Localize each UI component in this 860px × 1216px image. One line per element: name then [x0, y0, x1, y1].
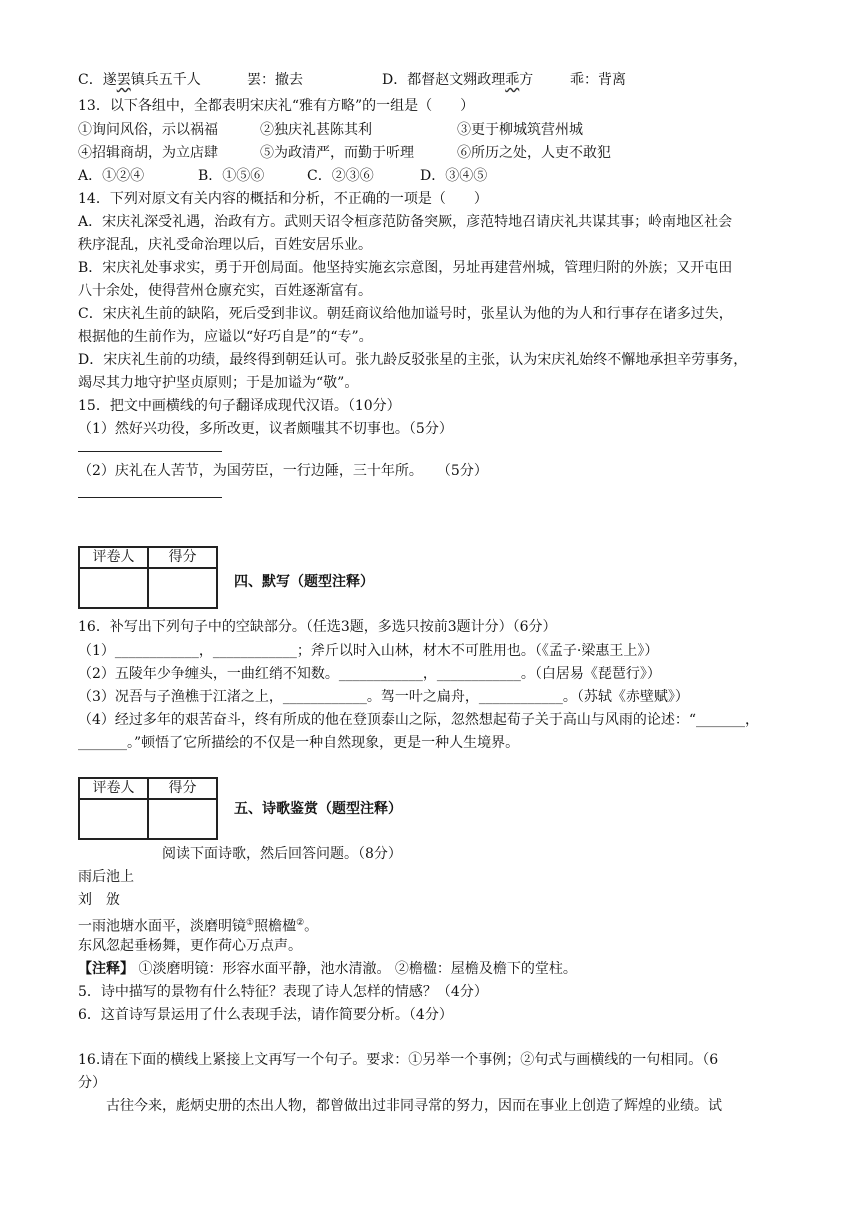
q16-item-4: （4）经过多年的艰苦奋斗，终有所成的他在登顶泰山之际，忽然想起荀子关于高山与风雨的论述：“_______， [78, 712, 760, 728]
poem-question-6: 6．这首诗写景运用了什么表现手法，请作简要分析。（4分） [78, 1007, 453, 1023]
q16-item-1: （1）____________，____________；斧斤以时入山林，材木不可胜用也。（《孟子·梁惠王上》） [78, 643, 659, 659]
q14-option-d-cont: 竭尽其力地守护坚贞原则；于是加谥为“敬”。 [78, 375, 359, 391]
q14-option-b-cont: 八十余处，使得营州仓廪充实，百姓逐渐富有。 [78, 283, 372, 299]
q13-option[interactable]: C．②③⑥ [307, 168, 374, 184]
q13-item: ④招辑商胡，为立店肆 [78, 145, 218, 161]
poem-intro: 阅读下面诗歌，然后回答问题。（8分） [162, 846, 402, 862]
q12-option-d: D．都督赵文翙政理乖方 [382, 72, 534, 88]
answer-line[interactable] [78, 451, 222, 452]
q13-item: ⑤为政清严，而勤于听理 [260, 145, 414, 161]
q15-stem: 15．把文中画横线的句子翻译成现代汉语。（10分） [78, 398, 401, 414]
poem-notes: 【注释】 ①淡磨明镜：形容水面平静，池水清澈。 ②檐楹：屋檐及檐下的堂柱。 [78, 961, 577, 977]
q15-sentence-1: （1）然好兴功役，多所改更，议者颇嗤其不切事也。（5分） [78, 421, 453, 437]
q13-option[interactable]: B．①⑤⑥ [198, 168, 265, 184]
q14-option-a: A．宋庆礼深受礼遇，治政有方。武则天诏令桓彦范防备突厥，彦范特地召请庆礼共谋其事；岭南地区社会 [78, 214, 733, 230]
q13-stem: 13．以下各组中，全都表明宋庆礼“雅有方略”的一组是（ ） [78, 98, 475, 114]
q14-option-d: D．宋庆礼生前的功绩，最终得到朝廷认可。张九龄反驳张星的主张，认为宋庆礼始终不懈地承担辛劳事务， [78, 352, 748, 368]
q16b-passage: 古往今来，彪炳史册的杰出人物，都曾做出过非同寻常的努力，因而在事业上创造了辉煌的业绩。试 [106, 1098, 722, 1114]
grader-cell[interactable] [79, 568, 148, 608]
q15-sentence-2: （2）庆礼在人苦节，为国劳臣，一行边陲，三十年所。 （5分） [78, 463, 488, 479]
q14-option-a-cont: 秩序混乱，庆礼受命治理以后，百姓安居乐业。 [78, 237, 372, 253]
score-cell[interactable] [148, 799, 217, 839]
q13-item: ⑥所历之处，人吏不敢犯 [457, 145, 611, 161]
q12-option-d-gloss: 乖：背离 [570, 72, 626, 88]
poem-title: 雨后池上 [78, 869, 134, 885]
poem-line-1: 一雨池塘水面平，淡磨明镜①照檐楹②。 [78, 918, 319, 935]
q16b-stem-cont: 分） [78, 1075, 106, 1091]
q14-option-b: B．宋庆礼处事求实，勇于开创局面。他坚持实施玄宗意图，另址再建营州城，管理归附的外族；又开屯田 [78, 260, 733, 276]
q16-item-2: （2）五陵年少争缠头，一曲红绡不知数。____________，____________。（白居易《琵琶行》） [78, 666, 661, 682]
q13-option[interactable]: A．①②④ [78, 168, 145, 184]
section-title: 五、诗歌鉴赏（题型注释） [234, 801, 402, 817]
grader-label: 评卷人 [79, 778, 148, 799]
q14-option-c-cont: 根据他的生前作为，应谥以“好巧自是”的“专”。 [78, 329, 373, 345]
q13-item: ②独庆礼甚陈其利 [260, 122, 372, 138]
q16-item-3: （3）况吾与子渔樵于江渚之上，____________。驾一叶之扁舟，____________。（苏轼《赤壁赋》） [78, 689, 689, 705]
poem-author: 刘 攽 [78, 892, 120, 908]
q13-item: ①询问风俗，示以祸福 [78, 122, 218, 138]
q16b-stem: 16.请在下面的横线上紧接上文再写一个句子。要求：①另举一个事例；②句式与画横线的一句相同。（6 [78, 1052, 719, 1068]
q12-option-c: C．遂罢镇兵五千人 [78, 72, 201, 88]
score-label: 得分 [148, 547, 217, 568]
q16-item-4-cont: _______。”顿悟了它所描绘的不仅是一种自然现象，更是一种人生境界。 [78, 735, 520, 751]
q12-option-c-gloss: 罢：撤去 [247, 72, 303, 88]
grader-label: 评卷人 [79, 547, 148, 568]
q14-option-c: C．宋庆礼生前的缺陷，死后受到非议。朝廷商议给他加谥号时，张星认为他的为人和行事存在诸多过失， [78, 306, 733, 322]
poem-question-5: 5．诗中描写的景物有什么特征？表现了诗人怎样的情感？（4分） [78, 984, 488, 1000]
score-label: 得分 [148, 778, 217, 799]
score-cell[interactable] [148, 568, 217, 608]
grader-cell[interactable] [79, 799, 148, 839]
q16-stem: 16．补写出下列句子中的空缺部分。（任选3题，多选只按前3题计分）（6分） [78, 619, 557, 635]
q14-stem: 14．下列对原文有关内容的概括和分析，不正确的一项是（ ） [78, 191, 488, 207]
score-box [78, 777, 218, 840]
q13-item: ③更于柳城筑营州城 [457, 122, 583, 138]
section-title: 四、默写（题型注释） [234, 574, 374, 590]
q13-option[interactable]: D．③④⑤ [420, 168, 488, 184]
poem-line-2: 东风忽起垂杨舞，更作荷心万点声。 [78, 938, 302, 954]
score-box [78, 546, 218, 609]
answer-line[interactable] [78, 497, 222, 498]
